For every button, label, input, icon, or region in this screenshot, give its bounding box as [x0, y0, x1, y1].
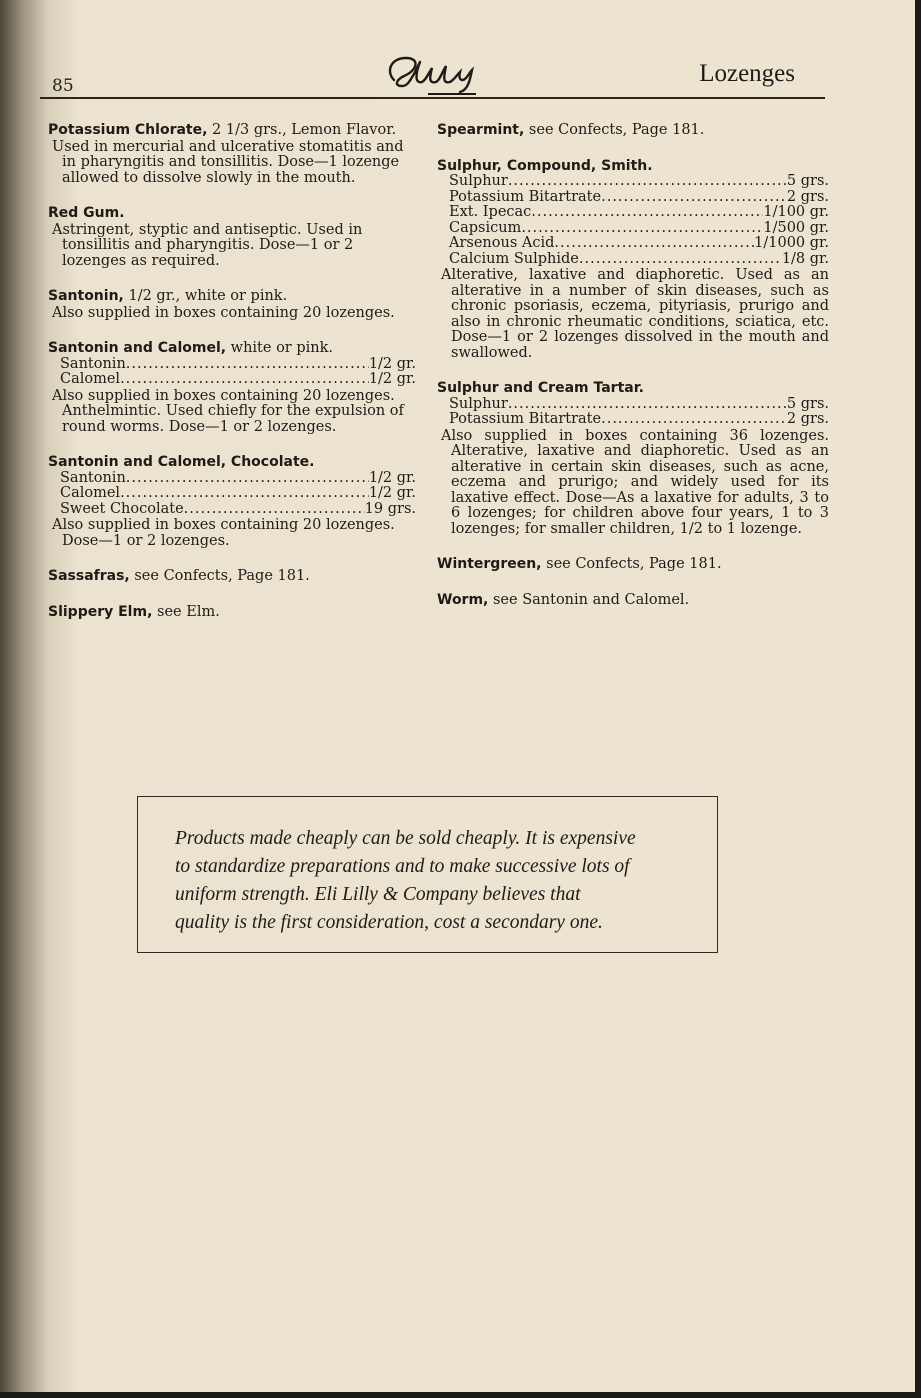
entry-heading — [437, 381, 829, 397]
dot-leader — [126, 471, 369, 487]
page-number: 85 — [52, 76, 74, 96]
product-description: Used in mercurial and ulcerative stomatitis and in pharyngitis and tonsillitis. Dose—1 lozenge allowed to dissolve slowly in the mouth. — [52, 138, 404, 186]
ingredient-amount: 1/8 gr. — [781, 250, 829, 267]
dot-leader — [508, 397, 787, 413]
quality-callout-box — [137, 796, 718, 953]
ingredient-name: Potassium Bitartrate — [449, 411, 602, 427]
product-subtitle: 2 1/3 grs., Lemon Flavor. — [207, 122, 397, 138]
product-subtitle: see Elm. — [152, 603, 220, 620]
ingredient-row — [48, 471, 416, 487]
product-description: Also supplied in boxes containing 20 lozenges. — [52, 304, 395, 321]
ingredient-row — [437, 236, 829, 252]
ingredient-name: Potassium Bitartrate — [449, 188, 602, 205]
dot-leader — [184, 502, 365, 518]
header-rule — [40, 97, 825, 99]
ingredient-row — [437, 205, 829, 221]
product-entry — [437, 593, 829, 609]
ingredient-row — [48, 357, 416, 373]
callout-line: to standardize preparations and to make successive lots of — [175, 856, 630, 877]
product-entry — [437, 159, 829, 362]
entry-heading — [437, 123, 829, 139]
entry-heading — [437, 557, 829, 573]
ingredient-row — [48, 486, 416, 502]
product-name: Spearmint, — [437, 122, 525, 138]
dot-leader — [126, 357, 369, 373]
dot-leader — [120, 486, 369, 502]
product-subtitle: 1/2 gr., white or pink. — [123, 288, 288, 304]
dot-leader — [521, 221, 763, 237]
ingredient-row — [437, 190, 829, 206]
entry-heading — [48, 341, 416, 357]
dot-leader — [554, 236, 754, 252]
product-name: Santonin and Calomel, Chocolate. — [48, 454, 315, 470]
product-name: Sulphur and Cream Tartar. — [437, 380, 644, 396]
ingredient-row — [48, 372, 416, 388]
entry-heading — [48, 123, 416, 139]
entry-heading — [48, 605, 416, 621]
product-entry — [437, 123, 829, 139]
product-subtitle: see Confects, Page 181. — [129, 568, 310, 584]
ingredient-row — [48, 502, 416, 518]
lilly-logo — [380, 50, 484, 96]
ingredient-amount: 1/1000 gr. — [754, 235, 829, 251]
product-name: Sulphur, Compound, Smith. — [437, 157, 653, 174]
ingredient-name: Ext. Ipecac — [449, 204, 532, 220]
product-name: Sassafras, — [48, 568, 130, 584]
ingredient-row — [437, 221, 829, 237]
ingredient-amount: 2 grs. — [786, 188, 829, 205]
entry-heading — [48, 289, 416, 305]
dot-leader — [508, 174, 787, 190]
ingredient-name: Calcium Sulphide — [449, 250, 579, 267]
product-description: Astringent, styptic and antiseptic. Used in tonsillitis and pharyngitis. Dose—1 or 2 lozenges as required. — [52, 221, 363, 269]
product-name: Santonin, — [48, 288, 124, 304]
ingredient-amount: 1/2 gr. — [368, 469, 416, 486]
ingredient-amount: 19 grs. — [364, 500, 416, 517]
product-description: Also supplied in boxes containing 20 lozenges. Dose—1 or 2 lozenges. — [52, 517, 395, 549]
ingredient-row — [437, 252, 829, 268]
ingredient-row — [437, 174, 829, 190]
dot-leader — [601, 190, 787, 206]
product-name: Red Gum. — [48, 205, 125, 221]
ingredient-amount: 5 grs. — [786, 395, 829, 412]
ingredient-amount: 1/2 gr. — [368, 485, 416, 501]
product-name: Wintergreen, — [437, 556, 542, 572]
ingredient-amount: 2 grs. — [786, 411, 829, 427]
product-name: Worm, — [437, 591, 489, 608]
callout-line: Products made cheaply can be sold cheaply. It is expensive — [175, 828, 636, 849]
ingredient-name: Sweet Chocolate — [60, 500, 184, 517]
product-subtitle: see Santonin and Calomel. — [488, 591, 690, 608]
dot-leader — [579, 252, 782, 268]
product-entry — [48, 206, 416, 269]
ingredient-amount: 1/2 gr. — [368, 371, 416, 387]
product-entry — [437, 381, 829, 537]
ingredient-name: Calomel — [60, 371, 121, 387]
dot-leader — [531, 205, 763, 221]
callout-line: quality is the first consideration, cost a secondary one. — [175, 912, 603, 933]
product-entry — [48, 455, 416, 549]
dot-leader — [601, 412, 787, 428]
ingredient-row — [437, 397, 829, 413]
left-column — [48, 123, 416, 640]
right-column — [437, 123, 829, 628]
ingredient-row — [437, 412, 829, 428]
entry-heading — [48, 206, 416, 222]
product-description: Alterative, laxative and diaphoretic. Used as an alterative in a number of skin diseases, such as chronic psoriasis, eczema, pityriasis, prurigo and also in chronic rheumatic conditions, sciatica, etc. Dose—1 or 2 lozenges dissolved in the mouth and swallowed. — [441, 267, 829, 361]
ingredient-amount: 5 grs. — [786, 173, 829, 189]
ingredient-amount: 1/500 gr. — [763, 219, 829, 236]
product-entry — [48, 605, 416, 621]
ingredient-name: Arsenous Acid — [449, 235, 555, 251]
product-entry — [48, 289, 416, 321]
product-name: Potassium Chlorate, — [48, 122, 208, 138]
dot-leader — [120, 372, 369, 388]
callout-line: uniform strength. Eli Lilly & Company believes that — [175, 884, 581, 905]
entry-heading — [437, 159, 829, 175]
ingredient-name: Calomel — [60, 485, 121, 501]
product-subtitle: see Confects, Page 181. — [541, 556, 722, 572]
product-description: Also supplied in boxes containing 20 lozenges. Anthelmintic. Used chiefly for the expulsion of round worms. Dose—1 or 2 lozenges. — [52, 387, 404, 435]
ingredient-name: Sulphur — [449, 395, 508, 412]
section-title: Lozenges — [699, 60, 795, 87]
ingredient-name: Santonin — [60, 469, 126, 486]
product-name: Santonin and Calomel, — [48, 340, 227, 356]
ingredient-name: Capsicum — [449, 219, 522, 236]
ingredient-amount: 1/2 gr. — [368, 355, 416, 372]
ingredient-name: Santonin — [60, 355, 126, 372]
entry-heading — [48, 455, 416, 471]
ingredient-amount: 1/100 gr. — [763, 204, 829, 220]
product-entry — [48, 123, 416, 186]
product-subtitle: white or pink. — [226, 340, 333, 356]
product-entry — [48, 341, 416, 435]
entry-heading — [437, 593, 829, 609]
entry-heading — [48, 569, 416, 585]
product-description: Also supplied in boxes containing 36 lozenges. Alterative, laxative and diaphoretic. Used as an alterative in certain skin diseases, such as acne, eczema and prurigo; and widely used for its laxative effect. Dose—As a laxative for adults, 3 to 6 lozenges; for children above four years, 1 to 3 lozenges; for smaller children, 1/2 to 1 lozenge. — [441, 427, 829, 537]
product-subtitle: see Confects, Page 181. — [524, 122, 705, 138]
product-entry — [437, 557, 829, 573]
product-entry — [48, 569, 416, 585]
product-name: Slippery Elm, — [48, 603, 153, 620]
ingredient-name: Sulphur — [449, 173, 508, 189]
